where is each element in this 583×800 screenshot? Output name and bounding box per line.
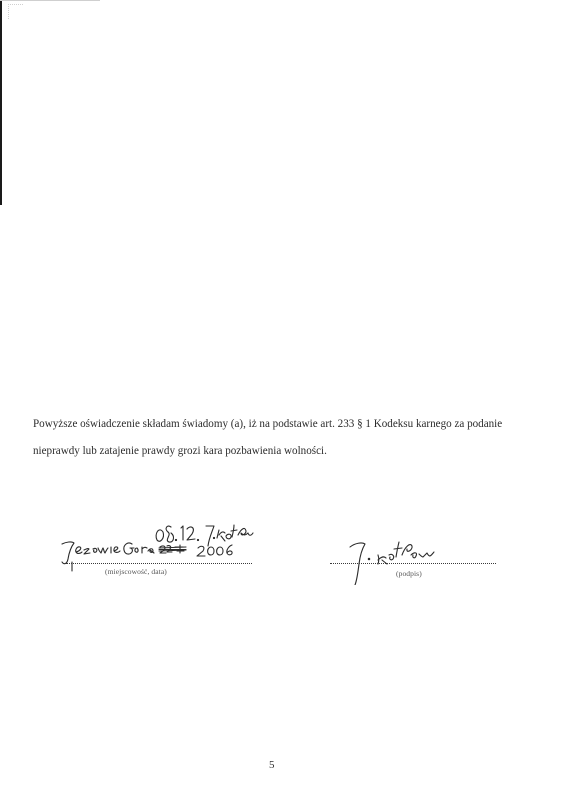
handwritten-signature <box>345 535 455 585</box>
page-number: 5 <box>269 759 275 771</box>
statement-line-2: nieprawdy lub zatajenie prawdy grozi kara pozbawienia wolności. <box>33 445 327 457</box>
declaration-statement <box>33 411 548 465</box>
signature-caption: (podpis) <box>396 569 422 578</box>
statement-line-1: Powyższe oświadczenie składam świadomy (a), iż na podstawie art. 233 § 1 Kodeksu karnego za podanie <box>33 418 503 430</box>
place-date-caption: (miejscowość, data) <box>105 567 167 576</box>
scan-edge-artifact <box>0 0 2 205</box>
scan-corner-artifact <box>8 4 23 19</box>
signature-dotted-line <box>330 563 496 564</box>
place-date-dotted-line <box>66 563 252 564</box>
handwritten-place-date <box>60 518 260 573</box>
scan-top-artifact <box>0 0 100 1</box>
